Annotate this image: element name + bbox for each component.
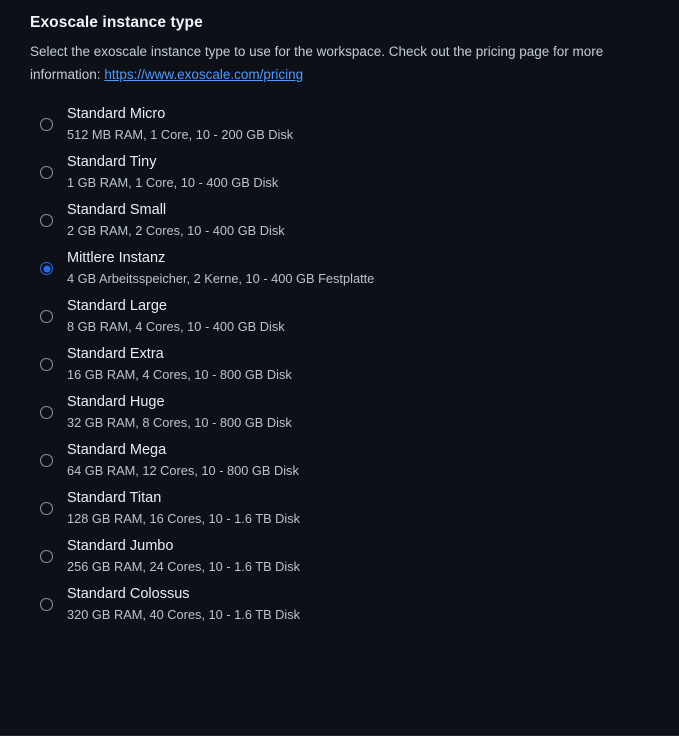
instance-type-spec: 64 GB RAM, 12 Cores, 10 - 800 GB Disk <box>67 462 299 478</box>
instance-type-name: Standard Mega <box>67 442 167 459</box>
radio-button-icon[interactable] <box>40 118 53 131</box>
radio-button-icon[interactable] <box>40 406 53 419</box>
instance-type-name: Standard Colossus <box>67 586 190 603</box>
radio-button-icon[interactable] <box>40 454 53 467</box>
instance-type-spec: 2 GB RAM, 2 Cores, 10 - 400 GB Disk <box>67 222 285 238</box>
instance-type-spec: 4 GB Arbeitsspeicher, 2 Kerne, 10 - 400 GB Festplatte <box>67 270 375 286</box>
instance-type-option[interactable] <box>30 532 649 580</box>
instance-type-name: Standard Jumbo <box>67 538 174 555</box>
instance-type-name: Standard Small <box>67 202 167 219</box>
instance-type-option[interactable] <box>30 244 649 292</box>
radio-button-icon[interactable] <box>40 214 53 227</box>
page-title: Exoscale instance type <box>30 14 203 31</box>
instance-type-option[interactable] <box>30 196 649 244</box>
instance-type-radio-group <box>30 100 649 628</box>
instance-type-text <box>67 298 285 334</box>
radio-button-icon[interactable] <box>40 550 53 563</box>
instance-type-option[interactable] <box>30 148 649 196</box>
instance-type-option[interactable] <box>30 580 649 628</box>
instance-type-option[interactable] <box>30 100 649 148</box>
radio-button-icon[interactable] <box>40 502 53 515</box>
panel-description <box>30 40 630 86</box>
instance-type-name: Standard Extra <box>67 346 164 363</box>
radio-button-icon[interactable] <box>40 310 53 323</box>
instance-type-name: Mittlere Instanz <box>67 250 166 267</box>
radio-button-icon[interactable] <box>40 358 53 371</box>
instance-type-option[interactable] <box>30 340 649 388</box>
instance-type-spec: 16 GB RAM, 4 Cores, 10 - 800 GB Disk <box>67 366 292 382</box>
instance-type-spec: 8 GB RAM, 4 Cores, 10 - 400 GB Disk <box>67 318 285 334</box>
instance-type-option[interactable] <box>30 436 649 484</box>
instance-type-option[interactable] <box>30 388 649 436</box>
instance-type-option[interactable] <box>30 484 649 532</box>
instance-type-text <box>67 154 278 190</box>
instance-type-text <box>67 202 285 238</box>
instance-type-text <box>67 250 374 286</box>
instance-type-spec: 1 GB RAM, 1 Core, 10 - 400 GB Disk <box>67 174 279 190</box>
pricing-link[interactable]: https://www.exoscale.com/pricing <box>104 67 304 83</box>
instance-type-text <box>67 442 299 478</box>
instance-type-name: Standard Titan <box>67 490 162 507</box>
instance-type-text <box>67 394 292 430</box>
instance-type-spec: 256 GB RAM, 24 Cores, 10 - 1.6 TB Disk <box>67 558 301 574</box>
instance-type-name: Standard Huge <box>67 394 165 411</box>
instance-type-spec: 512 MB RAM, 1 Core, 10 - 200 GB Disk <box>67 126 294 142</box>
instance-type-option[interactable] <box>30 292 649 340</box>
instance-type-text <box>67 490 300 526</box>
instance-type-text <box>67 106 293 142</box>
instance-type-spec: 320 GB RAM, 40 Cores, 10 - 1.6 TB Disk <box>67 606 301 622</box>
instance-type-name: Standard Micro <box>67 106 166 123</box>
instance-type-name: Standard Tiny <box>67 154 157 171</box>
radio-button-icon[interactable] <box>40 262 53 275</box>
instance-type-text <box>67 586 300 622</box>
radio-button-icon[interactable] <box>40 598 53 611</box>
instance-type-spec: 32 GB RAM, 8 Cores, 10 - 800 GB Disk <box>67 414 292 430</box>
instance-type-name: Standard Large <box>67 298 167 315</box>
instance-type-spec: 128 GB RAM, 16 Cores, 10 - 1.6 TB Disk <box>67 510 301 526</box>
instance-type-text <box>67 538 300 574</box>
instance-type-text <box>67 346 292 382</box>
panel-description-text: Select the exoscale instance type to use for the workspace. Check out the pricing page for more information: <box>30 44 604 83</box>
radio-button-icon[interactable] <box>40 166 53 179</box>
